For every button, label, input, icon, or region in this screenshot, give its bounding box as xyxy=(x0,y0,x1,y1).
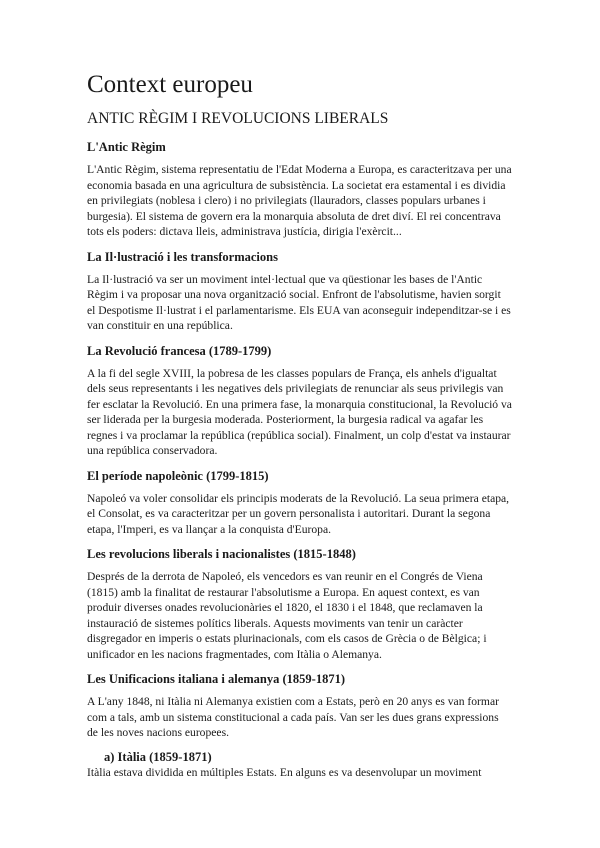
section-body-revolucions-liberals: Després de la derrota de Napoleó, els vencedors es van reunir en el Congrés de Viena (1815) amb la finalitat de restaurar l'absolutisme a Europa. En aquest context, es van produir diverses onades revolucionàries el 1820, el 1830 i el 1848, que reclamaven la instauració de sistemes polítics liberals. Aquests moviments van tenir un caràcter disgregador en imperis o estats plurinacionals, com els casos de Grècia o de Bèlgica; i unificador en les nacions fragmentades, com Itàlia o Alemanya. xyxy=(87,570,487,661)
section-heading-periode-napoleonic: El període napoleònic (1799-1815) xyxy=(87,468,269,483)
section-heading-unificacions: Les Unificacions italiana i alemanya (1859-1871) xyxy=(87,672,345,686)
section-heading-antic-regim: L'Antic Règim xyxy=(87,140,166,154)
section-body-illustracio: La Il·lustració va ser un moviment intel·lectual que va qüestionar les bases de l'Antic Règim i va proposar una nova organització social. Enfront de l'absolutisme, havien sorgit el Despotisme Il·lustrat i el parlamentarisme. Els EUA van aconseguir independitzar-se i es van constituir en una república. xyxy=(87,272,511,332)
document-content xyxy=(87,138,512,780)
section-heading-revolucions-liberals: Les revolucions liberals i nacionalistes (1815-1848) xyxy=(87,547,356,561)
subsection-body-italia: Itàlia estava dividida en múltiples Estats. En alguns es va desenvolupar un moviment xyxy=(87,765,482,779)
section-body-revolucio-francesa: A la fi del segle XVIII, la pobresa de les classes populars de França, els anhels d'igualtat dels seus representants i les negatives dels privilegiats de renunciar als seus privilegis van fer esclatar la Revolució. En una primera fase, la monarquia constitucional, la Revolució va ser liderada per la burgesia moderada. Posteriorment, la burgesia radical va agafar les regnes i va proclamar la república (república social). Finalment, un colp d'estat va instaurar una república conservadora. xyxy=(87,366,512,457)
page-title: Context europeu xyxy=(87,71,253,98)
section-body-periode-napoleonic: Napoleó va voler consolidar els principis moderats de la Revolució. La seua primera etapa, el Consolat, es va caracteritzar per un govern personalista i autoritari. Durant la segona etapa, l'Imperi, es va llançar a la conquista d'Europa. xyxy=(87,491,510,536)
section-heading-illustracio: La Il·lustració i les transformacions xyxy=(87,249,278,264)
subsection-heading-italia: a) Itàlia (1859-1871) xyxy=(104,749,212,764)
page-subtitle: ANTIC RÈGIM I REVOLUCIONS LIBERALS xyxy=(87,110,389,127)
section-heading-revolucio-francesa: La Revolució francesa (1789-1799) xyxy=(87,343,272,358)
section-body-unificacions: A L'any 1848, ni Itàlia ni Alemanya existien com a Estats, però en 20 anys es van formar com a tals, amb un sistema constitucional a cada país. Van ser les dues grans expressions de les noves nacions europees. xyxy=(87,695,499,739)
section-body-antic-regim: L'Antic Règim, sistema representatiu de l'Edat Moderna a Europa, es caracteritzava per una economia basada en una agricultura de subsistència. La societat era estamental i es dividia en privilegiats (noblesa i clero) i no privilegiats (llauradors, classes populars urbanes i burgesia). El sistema de govern era la monarquia absoluta de dret diví. El rei concentrava tots els poders: dictava lleis, administrava justícia, dirigia l'exèrcit... xyxy=(87,163,512,238)
